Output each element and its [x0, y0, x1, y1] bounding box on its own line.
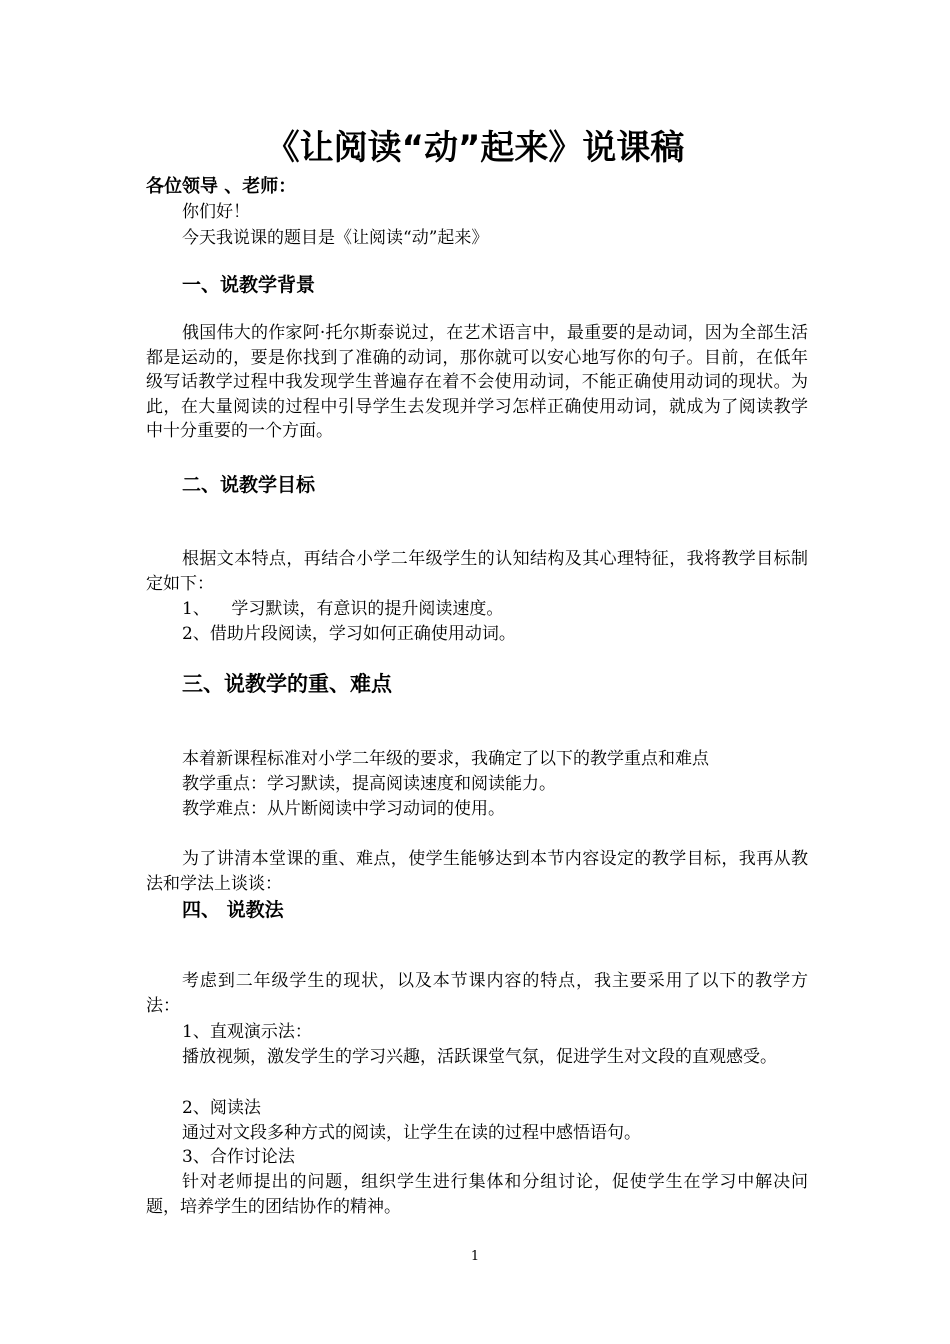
transition-paragraph: 为了讲清本堂课的重、难点，使学生能够达到本节内容设定的教学目标，我再从教法和学法上谈谈： [146, 849, 808, 894]
method-1-text: 播放视频，激发学生的学习兴趣，活跃课堂气氛，促进学生对文段的直观感受。 [182, 1047, 777, 1067]
section-heading-objectives: 二、说教学目标 [182, 474, 316, 496]
objective-item-2: 2、借助片段阅读，学习如何正确使用动词。 [182, 624, 516, 644]
section-heading-key-points: 三、说教学的重、难点 [182, 672, 392, 696]
greeting: 各位领导 、老师： [146, 176, 297, 197]
method-2-text: 通过对文段多种方式的阅读，让学生在读的过程中感悟语句。 [182, 1123, 641, 1143]
background-paragraph: 俄国伟大的作家阿·托尔斯泰说过，在艺术语言中，最重要的是动词，因为全部生活都是运动的，要是你找到了准确的动词，那你就可以安心地写你的句子。目前，在低年级写话教学过程中我发现学生普遍存在着不会使用动词，不能正确使用动词的现状。为此，在大量阅读的过程中引导学生去发现并学习怎样正确使用动词，就成为了阅读教学中十分重要的一个方面。 [146, 323, 808, 441]
section-heading-background: 一、说教学背景 [182, 274, 316, 296]
method-1-title: 1、直观演示法： [182, 1022, 312, 1042]
document-title: 《让阅读“动”起来》说课稿 [265, 128, 685, 168]
objectives-paragraph: 根据文本特点，再结合小学二年级学生的认知结构及其心理特征，我将教学目标制定如下： [146, 549, 808, 594]
objective-item-1: 1、 学习默读，有意识的提升阅读速度。 [182, 599, 504, 619]
method-3-text: 针对老师提出的问题，组织学生进行集体和分组讨论，促使学生在学习中解决问题，培养学生的团结协作的精神。 [146, 1172, 808, 1217]
intro-line: 今天我说课的题目是《让阅读“动”起来》 [182, 228, 489, 248]
key-point-line: 教学重点：学习默读，提高阅读速度和阅读能力。 [182, 774, 556, 794]
section-heading-methods: 四、 说教法 [182, 899, 284, 921]
method-2-title: 2、阅读法 [182, 1098, 261, 1118]
hello-line: 你们好！ [182, 202, 250, 222]
methods-paragraph: 考虑到二年级学生的现状，以及本节课内容的特点，我主要采用了以下的教学方法： [146, 971, 808, 1016]
page-number: 1 [470, 1249, 480, 1264]
method-3-title: 3、合作讨论法 [182, 1147, 295, 1167]
key-points-intro: 本着新课程标准对小学二年级的要求，我确定了以下的教学重点和难点 [182, 749, 709, 769]
difficulty-line: 教学难点：从片断阅读中学习动词的使用。 [182, 799, 505, 819]
